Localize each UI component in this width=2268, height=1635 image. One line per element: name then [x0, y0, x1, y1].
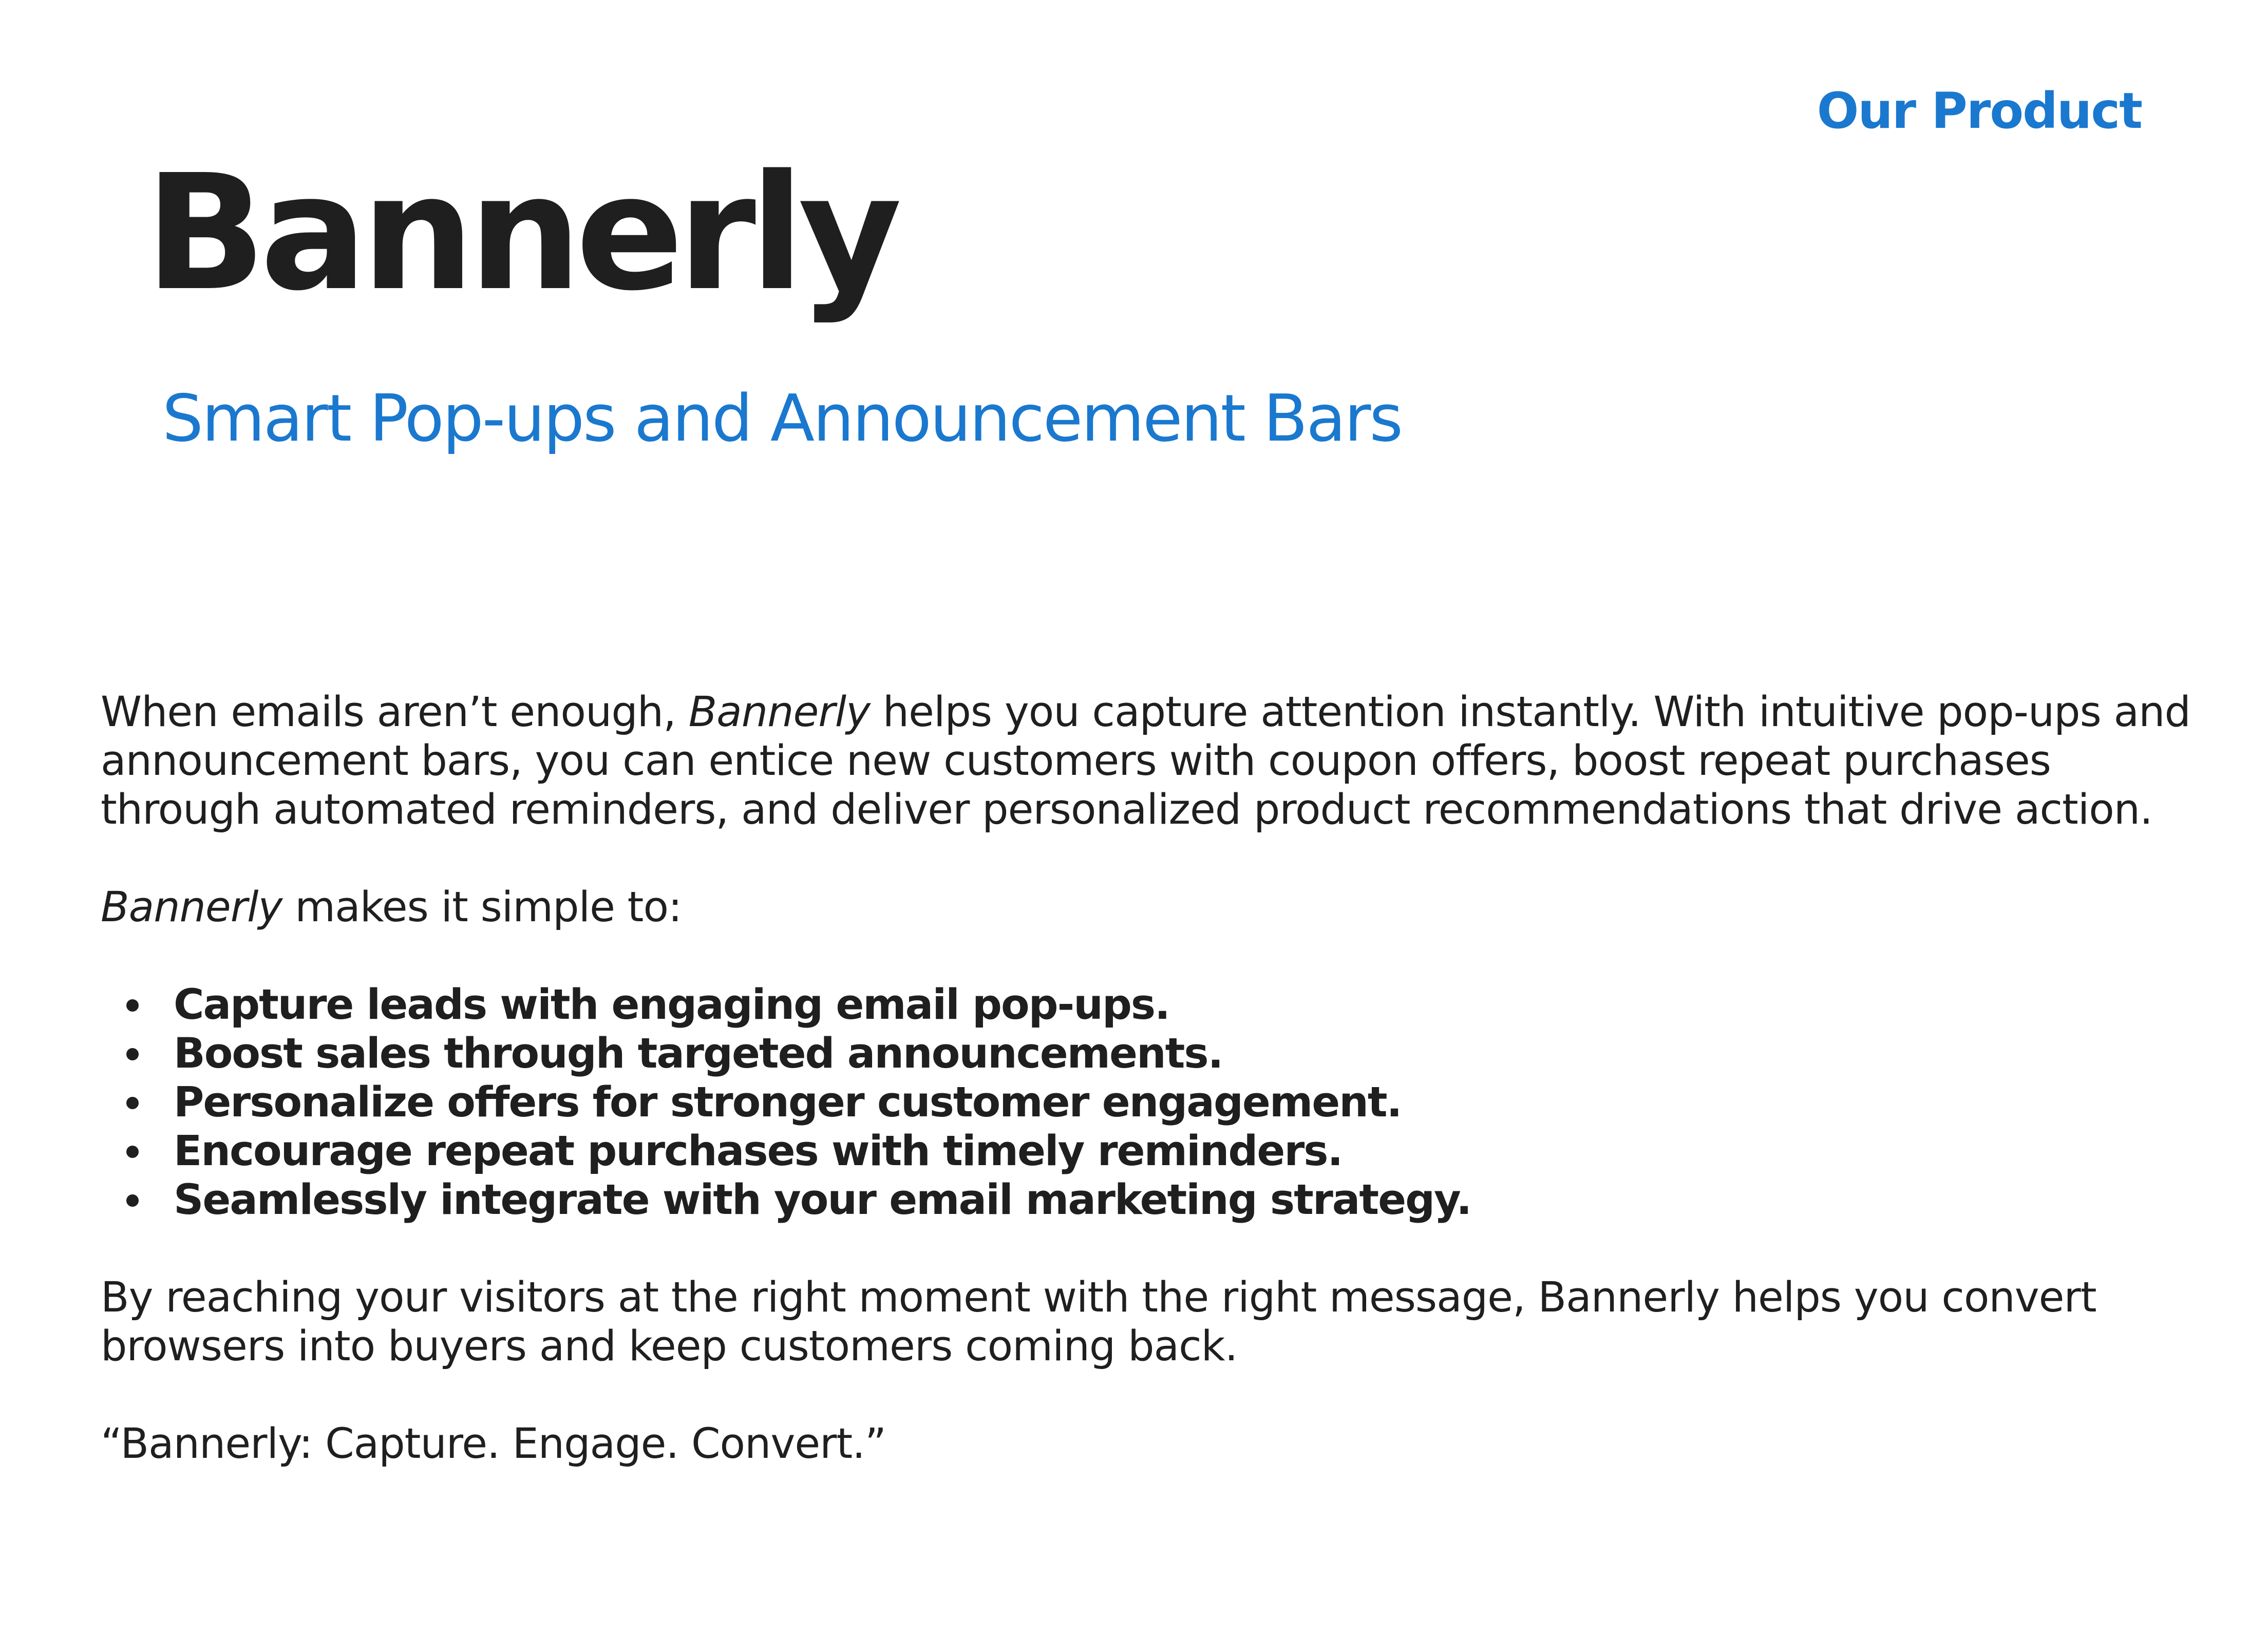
benefit-text: Personalize offers for stronger customer engagement. — [174, 1078, 1402, 1127]
list-item — [101, 1078, 2196, 1127]
body-text — [101, 688, 2196, 1517]
tagline: Smart Pop-ups and Announcement Bars — [162, 381, 1402, 456]
product-name: Bannerly — [145, 141, 896, 326]
benefit-text: Capture leads with engaging email pop-ups. — [174, 981, 1169, 1029]
list-item — [101, 1127, 2196, 1176]
intro-paragraph — [101, 688, 2196, 834]
bullet-icon — [126, 1194, 139, 1207]
list-item — [101, 1030, 2196, 1078]
section-label: Our Product — [1817, 82, 2142, 140]
intro-brand: Bannerly — [688, 688, 871, 736]
bullet-icon — [126, 1097, 139, 1109]
list-item — [101, 1176, 2196, 1225]
slogan: “Bannerly: Capture. Engage. Convert.” — [101, 1420, 886, 1468]
intro-prefix: When emails aren’t enough, — [101, 688, 689, 736]
benefit-text: Seamlessly integrate with your email marketing strategy. — [174, 1176, 1471, 1224]
benefits-list — [101, 981, 2196, 1225]
lead-in-brand: Bannerly — [101, 883, 282, 931]
bullet-icon — [126, 1146, 139, 1158]
closing-paragraph: By reaching your visitors at the right moment with the right message, Bannerly helps you convert browsers into buyers and keep customers coming back. — [101, 1273, 2096, 1371]
list-item — [101, 981, 2196, 1030]
bullet-icon — [126, 1048, 139, 1060]
lead-in-paragraph — [101, 883, 2196, 932]
lead-in-rest: makes it simple to: — [282, 883, 682, 931]
intro-rest: helps you capture attention instantly. With intuitive pop-ups and announcement bars, you can entice new customers with coupon offers, boost repeat purchases through automated reminders, and deliver personalized product recommendations that drive action. — [101, 688, 2190, 834]
benefit-text: Boost sales through targeted announcements. — [174, 1030, 1223, 1078]
bullet-icon — [126, 999, 139, 1012]
benefit-text: Encourage repeat purchases with timely reminders. — [174, 1127, 1343, 1175]
